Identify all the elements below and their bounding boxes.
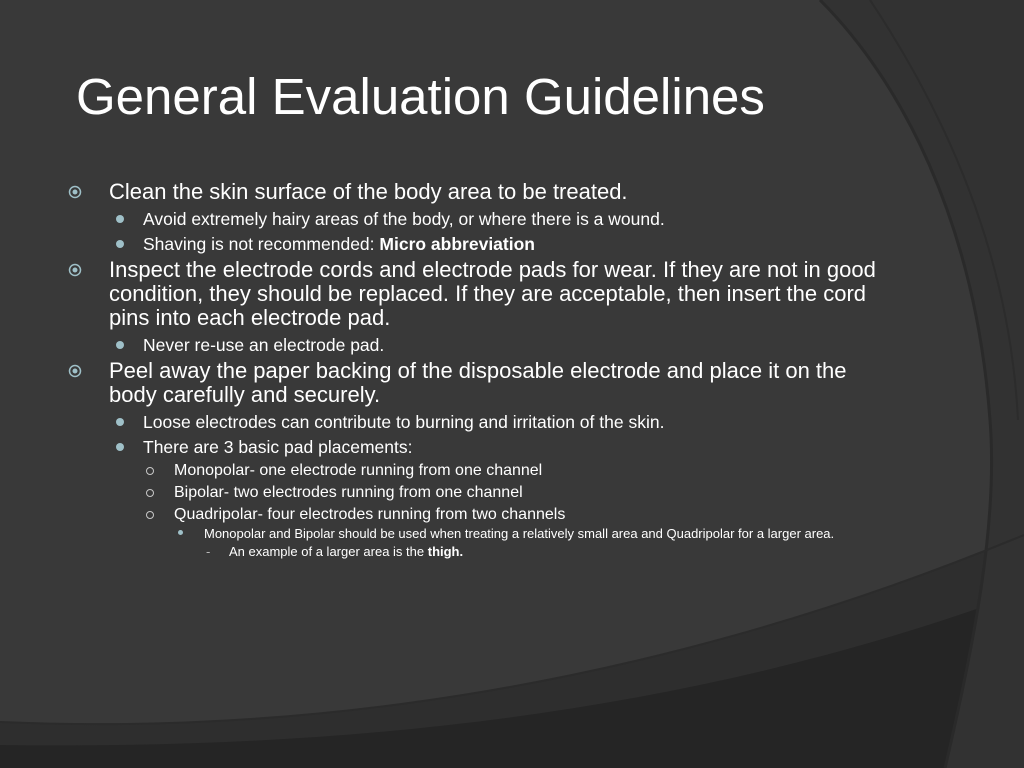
target-bullet-icon [68, 185, 82, 199]
bullet-text: Inspect the electrode cords and electrode pads for wear. If they are not in good condition, they should be replaced. If they are acceptable, then insert the cord pins into each electrode pad. [109, 257, 876, 330]
ring-bullet-icon [146, 467, 154, 475]
filled-dot-icon [116, 341, 124, 349]
filled-dot-icon [116, 418, 124, 426]
sub-bullet-item [0, 233, 863, 255]
third-level-item [0, 483, 874, 503]
bullet-list [0, 180, 1024, 562]
fourth-level-text: Monopolar and Bipolar should be used when treating a relatively small area and Quadripolar for a larger area. [204, 526, 835, 541]
third-level-text: Quadripolar- four electrodes running from two channels [174, 506, 566, 523]
ring-bullet-icon [146, 489, 154, 497]
sub-bullet-bold-text: Micro abbreviation [379, 234, 535, 254]
fourth-level-item [0, 527, 872, 541]
ring-bullet-icon [146, 511, 154, 519]
sub-bullet-text: There are 3 basic pad placements: [143, 437, 413, 457]
sub-bullet-text: Never re-use an electrode pad. [143, 335, 385, 355]
fifth-level-item [0, 544, 869, 560]
bullet-item [0, 258, 879, 330]
target-bullet-icon [68, 364, 82, 378]
bullet-item [0, 180, 879, 204]
third-level-item [0, 505, 874, 525]
sub-bullet-text: Loose electrodes can contribute to burning and irritation of the skin. [143, 412, 665, 432]
bullet-text: Peel away the paper backing of the disposable electrode and place it on the body carefully and securely. [109, 358, 847, 407]
sub-bullet-item [0, 334, 863, 356]
sub-bullet-item [0, 436, 863, 458]
filled-dot-icon [116, 240, 124, 248]
sub-bullet-text: Shaving is not recommended: [143, 234, 380, 254]
sub-bullet-text: Avoid extremely hairy areas of the body, or where there is a wound. [143, 209, 665, 229]
fifth-level-bold-text: thigh. [427, 544, 464, 559]
slide-title: General Evaluation Guidelines [76, 68, 765, 125]
bullet-item [0, 359, 879, 407]
filled-dot-icon [116, 443, 124, 451]
third-level-text: Monopolar- one electrode running from one channel [174, 462, 543, 479]
bullet-text: Clean the skin surface of the body area to be treated. [109, 179, 628, 204]
target-bullet-icon [68, 263, 82, 277]
fifth-level-text: An example of a larger area is the [229, 544, 428, 559]
sub-bullet-item [0, 411, 863, 433]
dash-icon: - [206, 544, 211, 559]
third-level-text: Bipolar- two electrodes running from one channel [174, 484, 523, 501]
sub-bullet-item [0, 208, 863, 230]
filled-dot-icon [116, 215, 124, 223]
third-level-item [0, 461, 874, 481]
small-dot-icon [178, 530, 183, 535]
